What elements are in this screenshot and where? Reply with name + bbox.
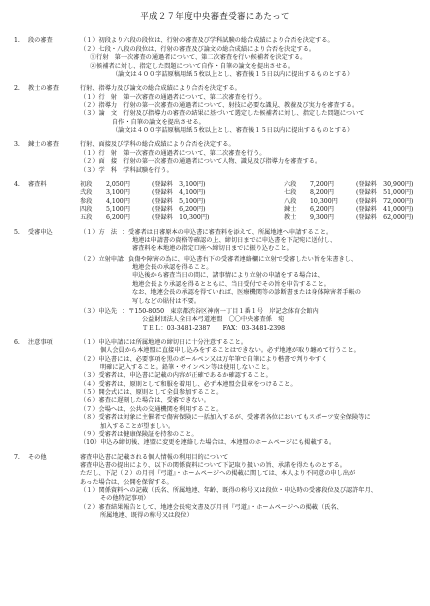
text-line: 明確に記入すること。鉛筆・サインペン等は使用しないこと。	[100, 364, 273, 372]
section-renshi-exam	[14, 141, 416, 174]
fee-amount: 6,200円	[310, 205, 334, 213]
fee-registration: (登録料 72,000円)	[356, 197, 414, 205]
section-heading: 受審申込	[28, 228, 53, 236]
text-line: （10）申込み締切後、連盟に変更を連絡した場合は、本連盟のホームページにも掲載する。	[80, 439, 336, 447]
sub-label: （３）申込先	[80, 307, 118, 315]
section-body	[80, 339, 416, 448]
section-number: 2.	[14, 85, 20, 93]
fee-grade: 教士	[284, 214, 297, 222]
text-line: （５）開会式には、原則として全員参加すること。	[80, 389, 223, 397]
fee-grade: 五段	[80, 214, 93, 222]
section-dan-exam	[14, 37, 416, 79]
text-line: 自作・自筆の論文を提出させる。	[112, 118, 205, 126]
fee-registration: (登録料 30,900円)	[356, 180, 414, 188]
page-title: 平成２７年度中央審査受審にあたって	[140, 12, 290, 22]
fee-amount: 9,300円	[310, 214, 334, 222]
section-notes	[14, 339, 416, 448]
text-line: なお、地連会長の承認を得ていれば、医療機関等の診断書または身体障害者手帳の	[132, 289, 361, 297]
text-line: ：〒150-8050 東京都渋谷区神南一丁目１番１号 岸記念体育会館内	[122, 307, 319, 315]
text-line: （３）受審者は、申込書に記載の内容が正確であるか確認すること。	[80, 372, 272, 380]
section-heading: 錬士の審査	[28, 141, 59, 149]
text-line: 所属地連、既得の称号又は段位）	[100, 512, 193, 520]
sub-label: （１）方 法	[80, 228, 118, 236]
text-line: 個人会員から本連盟に直接申し込みをすることはできない。必ず地連が取り纏めて行うこと。	[100, 347, 360, 355]
fee-amount: 7,200円	[310, 180, 334, 188]
fee-registration: (登録料 41,000円)	[356, 205, 414, 213]
text-line: 地連会長より承認を得るとともに、当日受付でその旨を申告すること。	[132, 280, 330, 288]
text-line: （３）学 科 学科試験を行う。	[80, 166, 173, 174]
text-line: （３）論 文 行射及び指導力の審査の結果に基づいて選定した候補者に対し、指定した問題について	[80, 110, 365, 118]
fee-registration: (登録料 51,000円)	[356, 189, 414, 197]
section-number: 3.	[14, 141, 20, 149]
section-number: 1.	[14, 37, 20, 45]
text-line: （６）審査に遅刻した場合は、受審できない。	[80, 397, 210, 405]
text-line: （２）七段・八段の段位は、行射の審査及び論文の総合成績により合否を決定する。	[80, 45, 316, 53]
text-line: 審査料を本地連の指定口座へ締切日までに振り込むこと。	[132, 245, 293, 253]
fee-registration: (登録料 5,100円)	[152, 197, 206, 205]
section-application	[14, 229, 416, 333]
section-number: 4.	[14, 180, 20, 188]
text-line: （７）会場へは、公共の交通機関を利用すること。	[80, 405, 223, 413]
section-number: 5.	[14, 228, 20, 236]
section-body	[80, 85, 416, 135]
application-method	[80, 229, 416, 254]
section-body	[80, 229, 416, 333]
section-other	[14, 454, 416, 521]
section-heading: 審査料	[28, 180, 47, 188]
text-line: 写しなどの貼付は不要。	[132, 297, 201, 305]
text-line: 加入することが望ましい。	[100, 422, 175, 430]
fee-grade: 錬士	[284, 205, 297, 213]
text-line: （１）申込申請には所属地連の締切日に十分注意すること。	[80, 338, 248, 346]
section-heading: 段の審査	[28, 37, 53, 45]
text-line: その他特記事項）	[100, 495, 150, 503]
fee-table	[80, 181, 416, 223]
fee-grade: 六段	[284, 180, 297, 188]
fee-grade: 四段	[80, 205, 93, 213]
fee-registration: (登録料 4,100円)	[152, 189, 206, 197]
fee-registration: (登録料 62,000円)	[356, 214, 414, 222]
text-line: （１）初段より六段の段位は、行射の審査及び学科試験の総合成績により合否を決定する。	[80, 37, 334, 45]
text-line: ②候補者に対し、指定した問題について自作・自筆の論文を提出させる。	[90, 62, 295, 70]
text-line: ①行射 第一次審査の通過者について、第二次審査を行い候補者を決定する。	[90, 54, 307, 62]
text-line: （論文は４００字詰原稿用紙５枚以上とし、審査後１５日以内に提出するものとする）	[112, 127, 354, 135]
fee-amount: 2,050円	[106, 180, 130, 188]
fee-row	[80, 189, 416, 197]
text-line: （論文は４００字詰原稿用紙５枚以上とし、審査後１５日以内に提出するものとする）	[112, 70, 354, 78]
application-address	[80, 308, 416, 333]
section-exam-fees	[14, 181, 416, 223]
text-line: （２）申込書には、必要事項を黒のボールペン又は万年筆で自筆により楷書で判りやすく	[80, 355, 328, 363]
text-line: 審査申込書に記載される個人情報の利用目的について	[80, 453, 229, 461]
text-line: （１）行 射 第一次審査の通過者について、第二次審査を行う。	[80, 149, 266, 157]
section-body	[80, 141, 416, 174]
contact-numbers: ＴＥＬ：03-3481-2387 FAX：03-3481-2398	[142, 324, 286, 332]
text-line: （１）行 射 第一次審査の通過者について、第二次審査を行う。	[80, 93, 266, 101]
text-line: ：受審者は日審原本の申込書に審査料を添えて、所属地連へ申請すること。	[122, 228, 333, 236]
fee-row	[80, 214, 416, 222]
text-line: 公益財団法人全日本弓道連盟 〇〇中央審査係 宛	[142, 316, 285, 324]
text-line: 申込後から審査当日の間に、諸事情により立射の申請をする場合は、	[132, 272, 324, 280]
fee-row	[80, 198, 416, 206]
fee-amount: 5,100円	[106, 205, 130, 213]
section-heading: その他	[28, 453, 47, 461]
fee-amount: 10,300円	[310, 197, 338, 205]
text-line: （９）受審者は健康保険証を持参のこと。	[80, 430, 198, 438]
section-number: 7.	[14, 453, 20, 461]
fee-amount: 8,200円	[310, 189, 334, 197]
fee-amount: 6,200円	[106, 214, 130, 222]
text-line: （１）関係資料への記載（氏名、所属地連、年齢、既得の称号又は段位・申込時の受審段位及び認許年月、	[80, 487, 377, 495]
fee-amount: 4,100円	[106, 197, 130, 205]
fee-grade: 七段	[284, 189, 297, 197]
text-line: 行射、指導力及び論文の総合成績により合否を決定する。	[80, 85, 241, 93]
fee-registration: (登録料 10,300円)	[152, 214, 210, 222]
fee-grade: 参段	[80, 197, 93, 205]
text-line: （２）審査結果報告として、地連会長宛文書及び月刊『弓道』・ホームページへの掲載（氏名、	[80, 503, 343, 511]
section-body	[80, 37, 416, 79]
section-heading: 注意事項	[28, 338, 53, 346]
text-line: 地連は申請書の資格等確認の上、締切日までに申込書を下記宛に送付し、	[132, 237, 337, 245]
text-line: （８）受審者は対象に主催者で傷害保険に一括加入するが、受審者各位においてもスポーツ安全保険等に	[80, 414, 371, 422]
text-line: あった場合は、公開を保留する。	[80, 478, 173, 486]
fee-grade: 弐段	[80, 189, 93, 197]
section-number: 6.	[14, 338, 20, 346]
fee-grade: 初段	[80, 180, 93, 188]
fee-amount: 3,100円	[106, 189, 130, 197]
section-body	[80, 454, 416, 521]
text-line: 地連会長の承認を得ること。	[132, 264, 213, 272]
fee-registration: (登録料 6,200円)	[152, 205, 206, 213]
text-line: 行射、面接及び学科の総合成績により合否を決定する。	[80, 141, 235, 149]
fee-row	[80, 181, 416, 189]
section-kyoshi-exam	[14, 85, 416, 135]
sub-label: （２）立射申請	[80, 255, 124, 263]
standing-shot-request	[80, 256, 416, 306]
fee-grade: 八段	[284, 197, 297, 205]
text-line: ：負傷や障害の為に、申込書右下の受審者連絡欄に立射で受審したい旨を朱書きし、	[122, 255, 358, 263]
text-line: （２）指導力 行射の第一次審査の通過者について、射技に必要な識見、教養及び実力を審査する。	[80, 101, 359, 109]
fee-registration: (登録料 3,100円)	[152, 180, 206, 188]
section-heading: 教士の審査	[28, 85, 59, 93]
text-line: （４）受審者は、原則として和服を着用し、必ず本連盟会員章をつけること。	[80, 380, 297, 388]
text-line: （２）面 接 行射の第一次審査の通過者について人物、識見及び指導力を審査する。	[80, 158, 322, 166]
text-line: ただし、下記（２）の月刊『弓道』・ホームページへの掲載に関しては、本人より不同意の申し出が	[80, 470, 356, 478]
text-line: 審査申込書の提出により、以下の関係資料について下記取り扱いの旨、承諾を得たものとする。	[80, 462, 346, 469]
